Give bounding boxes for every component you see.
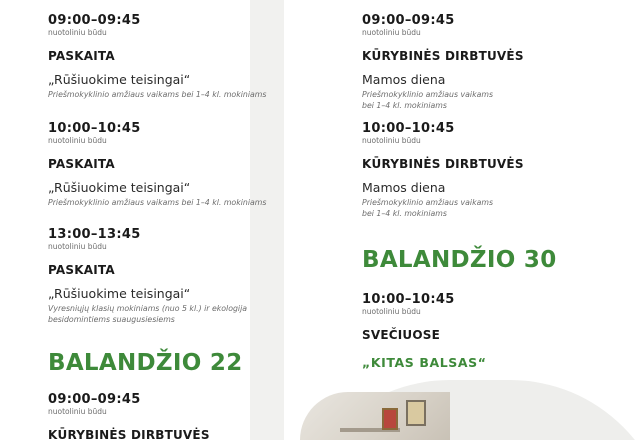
- event-block: [48, 227, 298, 325]
- event-type: PASKAITA: [48, 263, 115, 277]
- event-type: KŪRYBINĖS DIRBTUVĖS: [362, 157, 524, 171]
- event-block: [48, 121, 298, 208]
- event-title: „Rūšiuokime teisingai“: [48, 72, 191, 87]
- event-mode: nuotoliniu būdu: [48, 28, 107, 37]
- event-time: 10:00–10:45: [48, 121, 141, 136]
- event-time: 09:00–09:45: [362, 13, 455, 28]
- event-audience: bei 1–4 kl. mokiniams: [362, 209, 447, 218]
- event-type: KŪRYBINĖS DIRBTUVĖS: [362, 49, 524, 63]
- event-time: 10:00–10:45: [362, 121, 455, 136]
- event-title: „KITAS BALSAS“: [362, 355, 487, 370]
- event-mode: nuotoliniu būdu: [48, 242, 107, 251]
- event-block: [362, 13, 622, 111]
- date-heading: BALANDŽIO 22: [48, 350, 243, 376]
- event-type: KŪRYBINĖS DIRBTUVĖS: [48, 428, 210, 440]
- event-title: Mamos diena: [362, 180, 446, 195]
- event-title: Mamos diena: [362, 72, 446, 87]
- event-time: 09:00–09:45: [48, 13, 141, 28]
- event-audience: Priešmokyklinio amžiaus vaikams bei 1–4 kl. mokiniams: [48, 198, 267, 207]
- photo-frame-beige: [406, 400, 426, 426]
- event-audience: bei 1–4 kl. mokiniams: [362, 101, 447, 110]
- event-mode: nuotoliniu būdu: [362, 307, 421, 316]
- event-audience: Priešmokyklinio amžiaus vaikams: [362, 198, 494, 207]
- event-block: [362, 121, 622, 219]
- event-title: „Rūšiuokime teisingai“: [48, 286, 191, 301]
- event-mode: nuotoliniu būdu: [362, 28, 421, 37]
- event-mode: nuotoliniu būdu: [48, 136, 107, 145]
- event-audience: besidomintiems suaugusiesiems: [48, 315, 175, 324]
- event-time: 10:00–10:45: [362, 292, 455, 307]
- event-time: 09:00–09:45: [48, 392, 141, 407]
- decorative-photo: [300, 392, 450, 440]
- event-time: 13:00–13:45: [48, 227, 141, 242]
- event-type: PASKAITA: [48, 49, 115, 63]
- event-block: [48, 392, 298, 440]
- event-type: SVEČIUOSE: [362, 328, 440, 342]
- photo-frame-red: [382, 408, 398, 430]
- event-block: [362, 292, 622, 370]
- event-audience: Vyresniųjų klasių mokiniams (nuo 5 kl.) ir ekologija: [48, 304, 248, 313]
- event-title: „Rūšiuokime teisingai“: [48, 180, 191, 195]
- event-mode: nuotoliniu būdu: [362, 136, 421, 145]
- date-heading: BALANDŽIO 30: [362, 247, 557, 273]
- event-type: PASKAITA: [48, 157, 115, 171]
- event-mode: nuotoliniu būdu: [48, 407, 107, 416]
- event-block: [48, 13, 298, 100]
- event-audience: Priešmokyklinio amžiaus vaikams: [362, 90, 494, 99]
- event-audience: Priešmokyklinio amžiaus vaikams bei 1–4 kl. mokiniams: [48, 90, 267, 99]
